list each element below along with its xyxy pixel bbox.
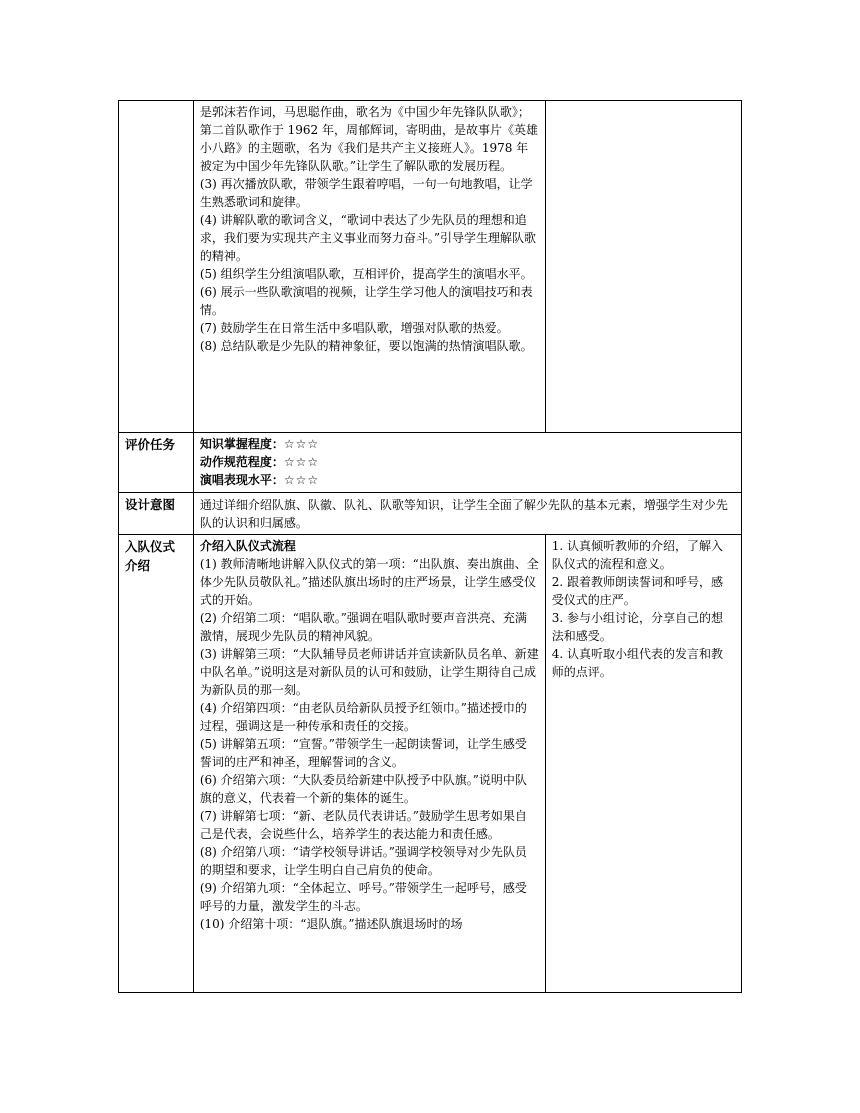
paragraph: (2) 介绍第二项：“唱队歌。”强调在唱队歌时要声音洪亮、充满激情，展现少先队员的精神风貌。: [199, 611, 527, 643]
evaluation-key: 知识掌握程度：: [199, 437, 284, 451]
song-teaching-cell: [193, 101, 545, 433]
paragraph: (6) 展示一些队歌演唱的视频，让学生学习他人的演唱技巧和表情。: [199, 285, 533, 317]
paragraph: (7) 鼓励学生在日常生活中多唱队歌，增强对队歌的热爱。: [199, 321, 509, 335]
paragraph: (8) 总结队歌是少先队的精神象征，要以饱满的热情演唱队歌。: [199, 339, 533, 353]
paragraph: (9) 介绍第九项：“全体起立、呼号。”带领学生一起呼号，感受呼号的力量，激发学生的斗志。: [199, 881, 527, 913]
paragraph: (3) 讲解第三项：“大队辅导员老师讲话并宣读新队员名单、新建中队名单。”说明这是对新队员的认可和鼓励，让学生期待自己成为新队员的那一刻。: [199, 647, 539, 697]
table-row-song: [119, 101, 742, 433]
evaluation-key: 演唱表现水平：: [199, 473, 284, 487]
design-label: 设计意图: [119, 493, 194, 535]
evaluation-label: 评价任务: [119, 433, 194, 493]
student-activity-cell-empty: [545, 101, 741, 433]
paragraph: (4) 讲解队歌的歌词含义，“歌词中表达了少先队员的理想和追求，我们要为实现共产主义事业而努力奋斗。”引导学生理解队歌的精神。: [199, 213, 536, 263]
evaluation-key: 动作规范程度：: [199, 455, 284, 469]
evaluation-item: [200, 471, 735, 489]
student-activity-cell: [545, 535, 741, 993]
paragraph: (4) 介绍第四项：“由老队员给新队员授予红领巾。”描述授巾的过程，强调这是一种传承和责任的交接。: [199, 701, 527, 733]
paragraph: (1) 教师清晰地讲解入队仪式的第一项：“出队旗、奏出旗曲、全体少先队员敬队礼。”描述队旗出场时的庄严场景，让学生感受仪式的开始。: [199, 557, 539, 607]
paragraph: (5) 讲解第五项：“宣誓。”带领学生一起朗读誓词，让学生感受誓词的庄严和神圣，理解誓词的含义。: [199, 737, 527, 769]
evaluation-cell: [193, 433, 741, 493]
ceremony-heading: 介绍入队仪式流程: [199, 539, 296, 553]
activity-item: 3. 参与小组讨论，分享自己的想法和感受。: [551, 611, 724, 643]
activity-item: 2. 跟着教师朗读誓词和呼号，感受仪式的庄严。: [551, 575, 724, 607]
lesson-plan-table: [118, 100, 742, 993]
paragraph: (8) 介绍第八项：“请学校领导讲话。”强调学校领导对少先队员的期望和要求，让学生明白自己肩负的使命。: [199, 845, 527, 877]
star-rating: ☆☆☆: [283, 437, 320, 451]
activity-item: 4. 认真听取小组代表的发言和教师的点评。: [551, 647, 724, 679]
evaluation-item: [200, 453, 735, 471]
star-rating: ☆☆☆: [283, 455, 320, 469]
ceremony-cell: [193, 535, 545, 993]
paragraph: (3) 再次播放队歌，带领学生跟着哼唱，一句一句地教唱，让学生熟悉歌词和旋律。: [199, 177, 533, 209]
ceremony-label: 入队仪式介绍: [119, 535, 194, 993]
design-cell: 通过详细介绍队旗、队徽、队礼、队歌等知识，让学生全面了解少先队的基本元素，增强学生对少先队的认识和归属感。: [193, 493, 741, 535]
paragraph: 是郭沫若作词，马思聪作曲，歌名为《中国少年先锋队队歌》；第二首队歌作于 1962 年，周郁辉词，寄明曲，是故事片《英雄小八路》的主题歌，名为《我们是共产主义接班人》。1978 年被定为中国少年先锋队队歌。”让学生了解队歌的发展历程。: [199, 105, 538, 173]
evaluation-item: [200, 435, 735, 453]
paragraph: (5) 组织学生分组演唱队歌，互相评价，提高学生的演唱水平。: [199, 267, 533, 281]
table-row-evaluation: [119, 433, 742, 493]
table-row-ceremony: [119, 535, 742, 993]
activity-item: 1. 认真倾听教师的介绍，了解入队仪式的流程和意义。: [551, 539, 724, 571]
paragraph: (10) 介绍第十项：“退队旗。”描述队旗退场时的场: [199, 917, 463, 931]
row-label-empty: [119, 101, 194, 433]
paragraph: (7) 讲解第七项：“新、老队员代表讲话。”鼓励学生思考如果自己是代表，会说些什么，培养学生的表达能力和责任感。: [199, 809, 527, 841]
table-row-design: [119, 493, 742, 535]
paragraph: (6) 介绍第六项：“大队委员给新建中队授予中队旗。”说明中队旗的意义，代表着一个新的集体的诞生。: [199, 773, 527, 805]
star-rating: ☆☆☆: [283, 473, 320, 487]
